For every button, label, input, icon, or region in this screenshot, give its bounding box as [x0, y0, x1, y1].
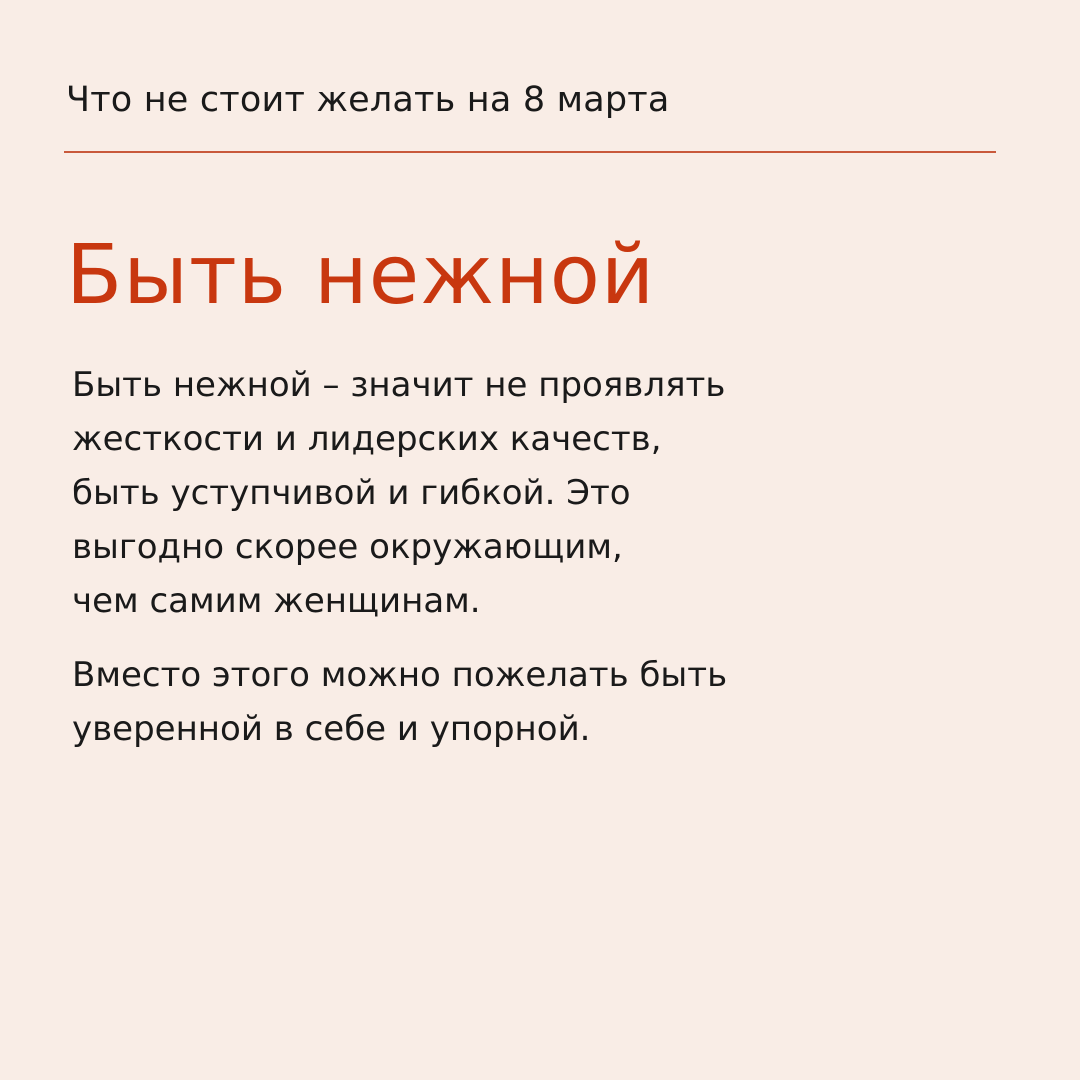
body-line: жесткости и лидерских качеств, — [72, 419, 662, 459]
divider-line — [64, 151, 996, 153]
body-paragraph — [72, 358, 972, 628]
body-line: Быть нежной – значит не проявлять — [72, 365, 726, 405]
body-line: чем самим женщинам. — [72, 581, 481, 621]
slide-body — [72, 358, 972, 756]
body-line: Вместо этого можно пожелать быть — [72, 655, 728, 695]
body-line: выгодно скорее окружающим, — [72, 527, 623, 567]
body-line: уверенной в себе и упорной. — [72, 709, 591, 749]
slide-eyebrow: Что не стоит желать на 8 марта — [66, 80, 670, 120]
slide-title: Быть нежной — [66, 228, 656, 323]
body-line: быть уступчивой и гибкой. Это — [72, 473, 631, 513]
body-paragraph — [72, 648, 972, 756]
